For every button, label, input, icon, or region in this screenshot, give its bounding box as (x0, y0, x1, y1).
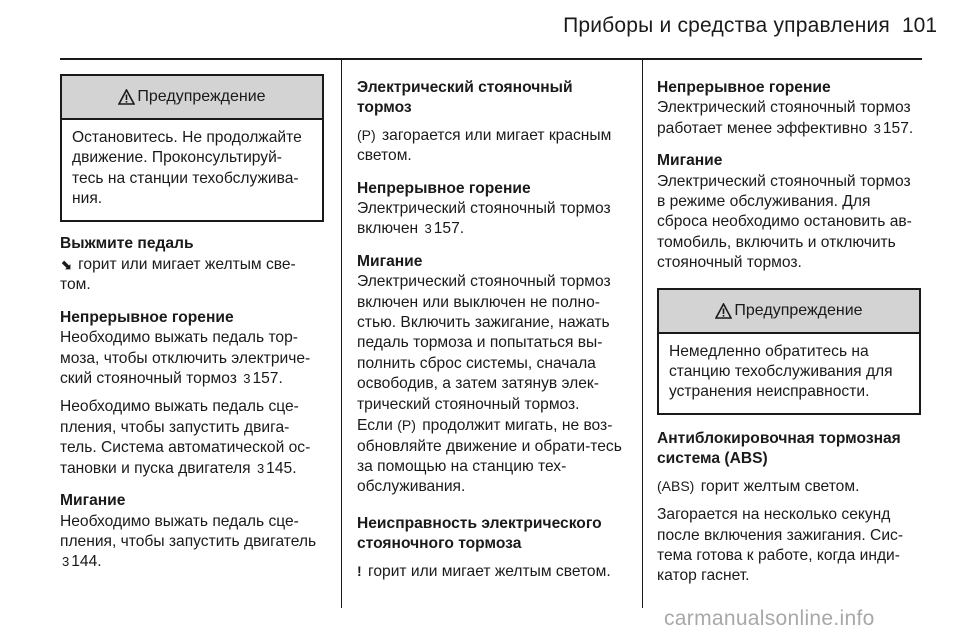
steady-paragraph-1 (60, 328, 324, 389)
epb-steady-text: Электрический стояночный тормоз включен (357, 200, 611, 238)
warning-header (62, 76, 322, 120)
warning-triangle-icon (715, 303, 732, 319)
abs-icon: (ABS) (657, 477, 695, 494)
heading-blink-2: Мигание (357, 252, 423, 270)
abs-intro (657, 476, 921, 497)
warning-title: Предупреждение (734, 301, 863, 319)
blink-paragraph-1-text: Необходимо выжать педаль сце-пления, чтобы запустить двигатель (60, 512, 317, 550)
epb-fault-intro (357, 561, 629, 582)
epb-blink-continue-text: продолжит мигать, не воз-обновляйте движение и обрати-тесь за помощью на станцию тех-обслуживания. (357, 417, 622, 496)
page-ref-icon: 3 (256, 460, 265, 476)
warning-header (659, 290, 919, 334)
warning-box (60, 74, 324, 222)
fault-blink-paragraph: Электрический стояночный тормоз в режиме обслуживания. Для сброса необходимо остановить ав-томобиль, включить и отключить стояночный тормоз. (657, 172, 912, 272)
page-ref-icon: 3 (424, 221, 432, 237)
warning-triangle-icon (118, 89, 135, 105)
page-ref-157[interactable]: 157. (252, 370, 283, 388)
epb-fault-intro-text: горит или мигает желтым светом. (368, 562, 611, 580)
page-ref-145[interactable]: 145. (266, 459, 297, 477)
heading-abs: Антиблокировочная тормозная система (ABS) (657, 429, 901, 468)
parking-brake-icon: (P) (357, 126, 376, 143)
column-3 (657, 78, 921, 587)
page-number: 101 (902, 14, 938, 37)
page-ref-icon: 3 (243, 371, 251, 387)
steady-paragraph-1-text: Необходимо выжать педаль тор-моза, чтобы отключить электриче-ский стояночный тормоз (60, 329, 311, 388)
column-1 (60, 74, 324, 573)
page-ref-icon: 3 (873, 120, 881, 136)
parking-brake-icon: (P) (397, 417, 416, 434)
blink-paragraph-1 (60, 512, 324, 573)
warning-text: Остановитесь. Не продолжайте движение. Проконсультируй-тесь на станции техобслужива-ния. (72, 129, 302, 208)
watermark: carmanualsonline.info (664, 607, 875, 630)
epb-intro (357, 125, 629, 167)
page-ref-157[interactable]: 157. (433, 220, 465, 238)
fault-icon: ! (357, 562, 362, 579)
heading-steady-1: Непрерывное горение (60, 308, 234, 326)
column-divider-right (642, 60, 643, 608)
column-divider-left (341, 60, 342, 608)
heading-press-pedal: Выжмите педаль (60, 234, 194, 252)
heading-electric-parking-brake: Электрический стояночный тормоз (357, 79, 573, 117)
heading-blink-3: Мигание (657, 152, 723, 170)
epb-blink-paragraph-2 (357, 415, 629, 498)
fault-steady-paragraph (657, 98, 921, 139)
page-ref-144[interactable]: 144. (71, 553, 102, 571)
heading-steady-2: Непрерывное горение (357, 179, 531, 197)
press-pedal-intro (60, 254, 324, 296)
epb-intro-text: загорается или мигает красным светом. (357, 126, 612, 165)
steady-paragraph-2-text: Необходимо выжать педаль сце-пления, чтобы запустить двига-тель. Система автоматической ос-тановки и пуска двигателя (60, 398, 311, 477)
abs-paragraph: Загорается на несколько секунд после включения зажигания. Сис-тема готова к работе, когда инди-катор гаснет. (657, 506, 904, 585)
heading-steady-3: Непрерывное горение (657, 79, 831, 96)
press-pedal-intro-text: горит или мигает желтым све-том. (60, 256, 296, 294)
epb-blink-paragraph: Электрический стояночный тормоз включен или выключен не полно-стью. Включить зажигание, нажать педаль тормоза и попытаться вы-полнить сброс системы, сначала освободив, а затем затянув элек-трический стояночный тормоз. (357, 273, 611, 413)
page-header-title: Приборы и средства управления (563, 14, 890, 37)
heading-blink-1: Мигание (60, 492, 126, 510)
heading-epb-fault: Неисправность электрического стояночного тормоза (357, 514, 602, 553)
warning-box (657, 288, 921, 415)
page-ref-icon: 3 (62, 554, 70, 570)
epb-blink-if-text: Если (357, 417, 393, 435)
press-pedal-icon: ⬊ (60, 256, 72, 273)
page-ref-157[interactable]: 157. (882, 119, 914, 137)
warning-title: Предупреждение (137, 88, 266, 105)
steady-paragraph-2 (60, 397, 324, 479)
column-2 (357, 78, 629, 582)
fault-steady-text: Электрический стояночный тормоз работает менее эффективно (657, 99, 911, 137)
epb-steady-paragraph (357, 199, 629, 240)
header-rule (60, 58, 922, 60)
warning-text: Немедленно обратитесь на станцию техобслуживания для устранения неисправности. (669, 342, 893, 401)
abs-intro-text: горит желтым светом. (700, 477, 860, 495)
